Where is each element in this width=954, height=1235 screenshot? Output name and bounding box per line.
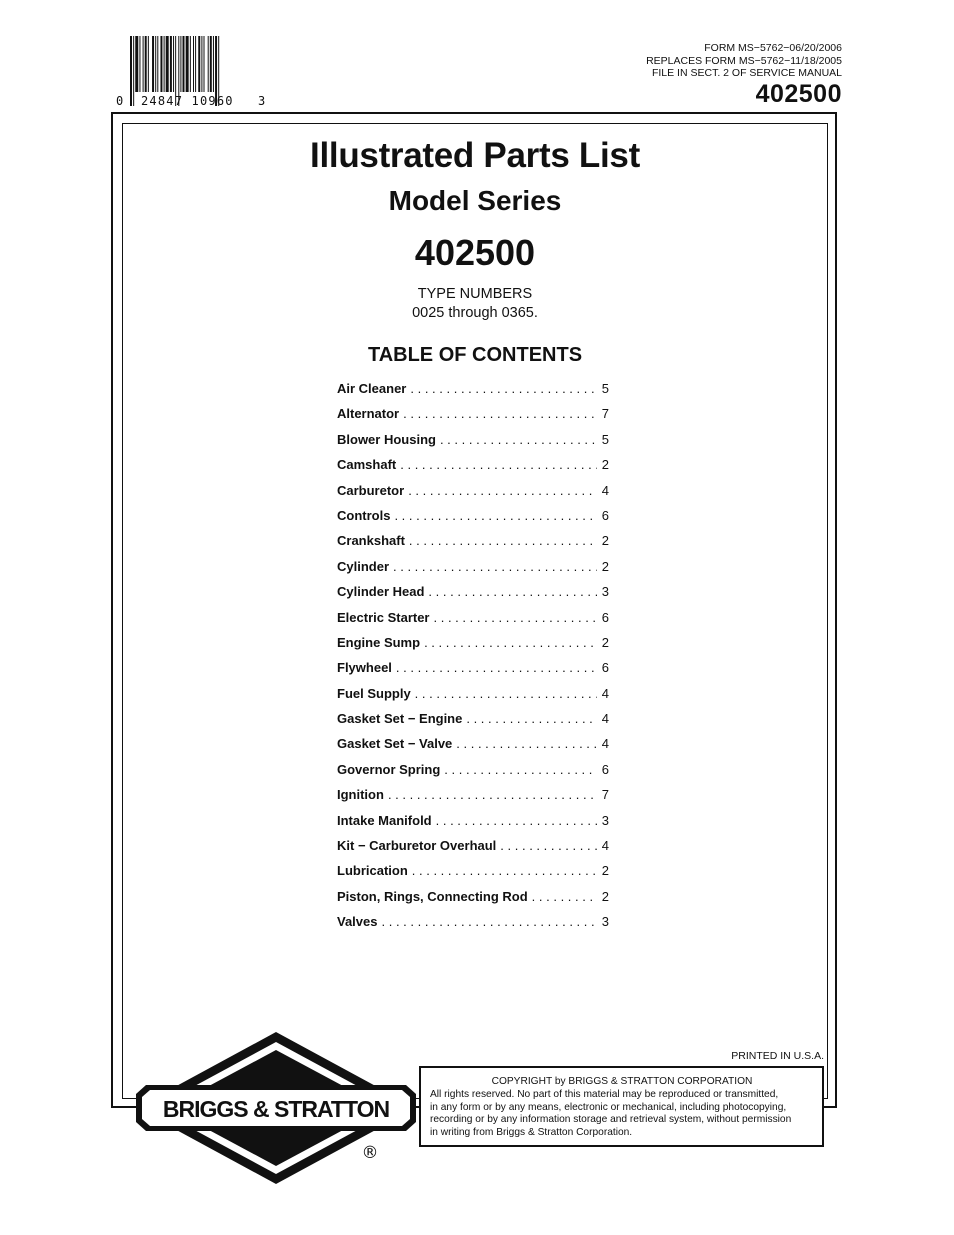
toc-entry-page: 2	[601, 457, 609, 473]
toc-entry	[337, 610, 609, 635]
copyright-title: COPYRIGHT by BRIGGS & STRATTON CORPORATION	[491, 1076, 753, 1087]
toc-entry-page: 2	[601, 888, 609, 904]
toc-entry	[337, 635, 609, 660]
toc-leader-dots	[403, 406, 597, 421]
barcode-bar	[198, 36, 200, 92]
type-numbers-range: 0025 through 0365.	[412, 305, 538, 321]
toc-title: TABLE OF CONTENTS	[367, 344, 583, 366]
toc-entry	[337, 711, 609, 736]
barcode-bar	[193, 36, 194, 92]
toc-entry-page: 6	[601, 507, 609, 523]
model-number: 402500	[414, 232, 536, 273]
toc-leader-dots	[500, 838, 597, 853]
barcode-bar	[152, 36, 154, 92]
toc-entry	[337, 533, 609, 558]
copyright-line: All rights reserved. No part of this material may be reproduced or transmitted,	[430, 1089, 779, 1101]
barcode-right-digit: 3	[258, 94, 266, 108]
toc-entry-name: Kit − Carburetor Overhaul	[337, 838, 497, 854]
toc-entry	[337, 508, 609, 533]
toc-leader-dots	[412, 863, 597, 878]
barcode-bar	[213, 36, 214, 92]
copyright-line: recording or by any information storage and retrieval system, without permission	[430, 1114, 792, 1126]
toc-entry-page: 2	[601, 863, 609, 879]
logo-text: BRIGGS & STRATTON	[162, 1096, 390, 1122]
toc-leader-dots	[408, 483, 597, 498]
toc-entry-page: 6	[601, 609, 609, 625]
toc-leader-dots	[532, 889, 597, 904]
toc-leader-dots	[400, 457, 597, 472]
toc-entry	[337, 762, 609, 787]
copyright-line: in writing from Briggs & Stratton Corporation.	[430, 1126, 633, 1138]
toc-entry-page: 6	[601, 761, 609, 777]
toc-entry	[337, 736, 609, 761]
barcode-bar	[135, 36, 138, 92]
toc-leader-dots	[393, 559, 597, 574]
file-in-section: FILE IN SECT. 2 OF SERVICE MANUAL	[651, 67, 842, 79]
toc-entry-name: Blower Housing	[337, 431, 436, 447]
toc-entry	[337, 838, 609, 863]
toc-entry-name: Crankshaft	[337, 533, 405, 549]
toc-entry	[337, 381, 609, 406]
toc-entry-name: Alternator	[337, 406, 400, 422]
page-title: Illustrated Parts List	[310, 136, 640, 175]
toc-entry-page: 4	[601, 685, 609, 701]
toc-entry-page: 5	[601, 431, 609, 447]
toc-entry-page: 2	[601, 533, 609, 549]
toc-leader-dots	[410, 381, 597, 396]
barcode-middle-digits: 24847 10960	[141, 94, 234, 108]
toc-entry-name: Cylinder	[337, 558, 390, 574]
copyright-line: in any form or by any means, electronic or mechanical, including photocopying,	[430, 1101, 787, 1113]
toc-entry-name: Air Cleaner	[337, 381, 407, 396]
toc-leader-dots	[440, 432, 597, 447]
page-subtitle: Model Series	[388, 185, 562, 216]
barcode-bar	[195, 36, 196, 92]
barcode-bar	[143, 36, 144, 92]
replaces-form: REPLACES FORM MS−5762−11/18/2005	[646, 54, 842, 67]
barcode-bar	[133, 36, 134, 106]
toc-entry-name: Engine Sump	[337, 634, 421, 650]
barcode-bar	[183, 36, 185, 92]
barcode	[112, 36, 282, 110]
toc-entry-name: Electric Starter	[337, 609, 430, 625]
toc-entry-page: 3	[601, 812, 609, 828]
toc-entry-page: 2	[601, 634, 609, 650]
toc-leader-dots	[424, 635, 597, 650]
toc-entry-name: Cylinder Head	[337, 584, 425, 600]
toc-entry-page: 7	[601, 787, 609, 803]
briggs-stratton-logo	[134, 1030, 424, 1190]
toc-leader-dots	[415, 686, 597, 701]
barcode-bar	[210, 36, 212, 92]
barcode-bar	[148, 36, 149, 92]
toc-entry-page: 6	[601, 660, 609, 676]
toc-entry	[337, 660, 609, 685]
printed-in: PRINTED IN U.S.A.	[731, 1050, 824, 1062]
barcode-bar	[164, 36, 165, 92]
barcode-bar	[201, 36, 202, 92]
toc-entry-page: 2	[601, 558, 609, 574]
toc-entry	[337, 432, 609, 457]
barcode-bar	[204, 36, 205, 92]
toc-leader-dots	[382, 914, 598, 929]
form-number: FORM MS−5762−06/20/2006	[704, 42, 842, 54]
toc-entry	[337, 686, 609, 711]
toc-entry-page: 4	[601, 482, 609, 498]
toc-leader-dots	[466, 711, 597, 726]
toc-entry-name: Gasket Set − Valve	[337, 736, 453, 752]
barcode-bar	[145, 36, 147, 92]
toc-entry-name: Ignition	[337, 787, 384, 803]
toc-entry-name: Piston, Rings, Connecting Rod	[337, 888, 528, 904]
toc-leader-dots	[388, 787, 597, 802]
toc-entry-name: Controls	[337, 507, 391, 523]
barcode-bar	[130, 36, 132, 106]
barcode-bar	[186, 36, 189, 92]
barcode-bar	[170, 36, 172, 92]
toc-entry-name: Carburetor	[337, 482, 405, 498]
registered-mark: ®	[361, 1143, 379, 1163]
toc-entry-page: 4	[601, 736, 609, 752]
toc-entry-name: Governor Spring	[337, 761, 441, 777]
toc-entry	[337, 584, 609, 609]
toc-entry-name: Gasket Set − Engine	[337, 711, 463, 727]
toc-leader-dots	[444, 762, 597, 777]
form-info	[646, 42, 842, 80]
toc-leader-dots	[396, 660, 597, 675]
model-number-top: 402500	[755, 80, 842, 108]
barcode-bar	[208, 36, 209, 92]
toc-entry	[337, 889, 609, 914]
toc-entry-page: 3	[601, 914, 609, 930]
toc-entry-page: 4	[601, 711, 609, 727]
toc-entry	[337, 406, 609, 431]
toc-entry	[337, 483, 609, 508]
toc-entry-page: 5	[601, 381, 609, 396]
barcode-bar	[166, 36, 169, 92]
toc-entry	[337, 787, 609, 812]
barcode-bar	[157, 36, 158, 92]
toc-entry-name: Camshaft	[337, 457, 397, 473]
toc-entry-name: Lubrication	[337, 863, 408, 879]
toc-leader-dots	[428, 584, 597, 599]
type-numbers-label: TYPE NUMBERS	[417, 286, 533, 302]
barcode-bar	[173, 36, 174, 92]
toc-leader-dots	[456, 736, 597, 751]
barcode-left-digit: 0	[116, 94, 124, 108]
toc-entry	[337, 863, 609, 888]
toc-entry-page: 7	[601, 406, 609, 422]
toc-entry	[337, 457, 609, 482]
copyright-box	[419, 1066, 824, 1147]
toc-leader-dots	[394, 508, 597, 523]
toc-entry	[337, 914, 609, 939]
toc-entry-name: Fuel Supply	[337, 685, 411, 701]
toc-entry	[337, 559, 609, 584]
barcode-bar	[180, 36, 181, 92]
toc-entry	[337, 813, 609, 838]
toc-entry-page: 4	[601, 838, 609, 854]
toc-leader-dots	[409, 533, 597, 548]
toc-entry-name: Valves	[337, 914, 378, 930]
toc-entry-page: 3	[601, 584, 609, 600]
toc-leader-dots	[434, 610, 598, 625]
barcode-bar	[155, 36, 156, 92]
toc-entry-name: Intake Manifold	[337, 812, 432, 828]
barcode-bar	[139, 36, 140, 92]
table-of-contents	[337, 381, 609, 940]
toc-leader-dots	[436, 813, 597, 828]
barcode-bar	[160, 36, 162, 92]
toc-entry-name: Flywheel	[337, 660, 392, 676]
barcode-bar	[190, 36, 191, 92]
